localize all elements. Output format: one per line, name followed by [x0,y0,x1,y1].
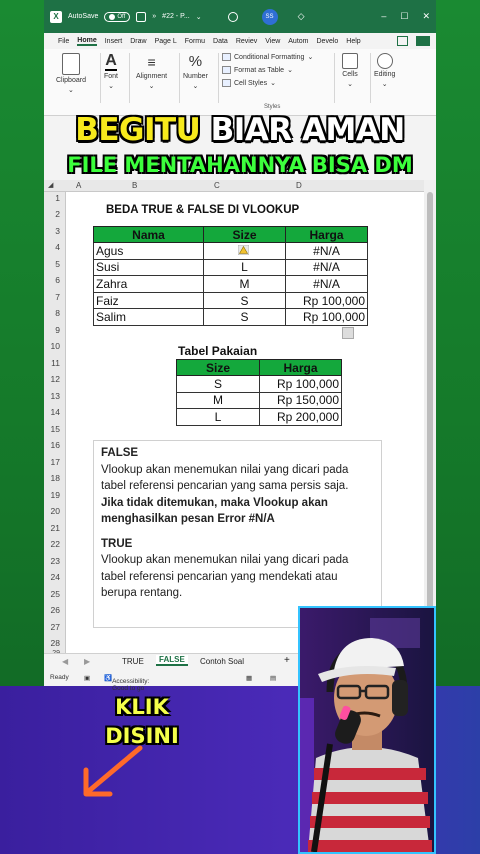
webcam-overlay [298,606,436,854]
row-header[interactable]: 2 [55,209,60,219]
font-group[interactable] [104,53,118,90]
add-sheet-icon[interactable]: + [284,655,290,666]
editing-label: Editing [374,71,396,78]
clipboard-label: Clipboard [56,77,86,84]
row-header[interactable]: 27 [50,622,60,632]
table-cell[interactable]: S [204,309,286,326]
table-row [94,276,368,293]
row-header[interactable]: 4 [55,242,60,252]
row-header[interactable]: 6 [55,275,60,285]
font-color-icon: A [105,52,117,69]
minimize-icon[interactable]: – [381,11,387,21]
table-header[interactable]: Size [177,360,260,376]
row-header[interactable]: 25 [50,589,60,599]
editing-group[interactable] [374,53,395,88]
tab-automate[interactable]: Autom [288,37,309,45]
ribbon-divider [179,53,180,103]
macro-record-icon[interactable]: ▣ [84,675,91,682]
alignment-icon: ≡ [147,54,156,70]
row-header[interactable]: 13 [50,391,60,401]
file-dropdown-icon[interactable]: ⌄ [195,13,202,21]
table-cell[interactable]: L [177,409,260,426]
search-icon[interactable] [228,12,238,22]
row-header[interactable]: 9 [55,325,60,335]
table-cell[interactable]: Faiz [94,292,204,309]
table-cell[interactable]: Rp 100,000 [260,376,342,393]
false-description: Vlookup akan menemukan nilai yang dicari pada tabel referensi pencarian yang sama persis saja. [101,463,349,492]
table-cell[interactable]: L [204,259,286,276]
editing-chevron-icon: ⌄ [381,81,388,88]
clipboard-group[interactable] [56,53,86,94]
accessibility-label: Accessibility: Good to go [112,678,150,692]
false-heading: FALSE [101,447,139,459]
table-header[interactable]: Harga [260,360,342,376]
share-icon[interactable] [416,36,430,46]
sheet-tab-true[interactable]: TRUE [122,657,144,666]
table-header[interactable]: Harga [286,227,368,243]
diamond-icon[interactable]: ◇ [297,11,305,21]
column-header[interactable]: B [132,181,138,190]
table-cell[interactable]: Salim [94,309,204,326]
row-header[interactable]: 23 [50,556,60,566]
format-as-table-button[interactable]: Format as Table ⌄ [222,66,313,74]
scrollbar-thumb[interactable] [427,192,433,612]
ribbon-divider [100,53,101,103]
table-row [94,309,368,326]
window-controls [381,11,430,22]
tab-help[interactable]: Help [346,37,361,45]
explanation-textbox[interactable] [93,440,382,628]
column-headers [44,180,436,192]
row-header[interactable]: 12 [50,374,60,384]
tab-view[interactable]: View [265,37,281,45]
table-cell[interactable]: Rp 150,000 [260,392,342,409]
row-header[interactable]: 19 [50,490,60,500]
overlay-headline-yellow: BEGITU [75,112,201,148]
cells-chevron-icon: ⌄ [347,81,353,88]
table-cell[interactable]: #N/A [286,276,368,293]
column-header[interactable]: C [214,181,220,190]
table-row [94,292,368,309]
conditional-formatting-button[interactable]: Conditional Formatting ⌄ [222,53,313,61]
table-cell[interactable]: Agus [94,243,204,260]
table-cell[interactable]: #N/A [286,243,368,260]
row-header[interactable]: 16 [50,440,60,450]
true-description: Vlookup akan menemukan nilai yang dicari pada tabel referensi pencarian yang mendekati atau berupa rentang. [101,554,349,599]
prev-sheet-icon[interactable]: ◀ [62,657,69,666]
table-row [177,392,342,409]
cell-styles-label: Cell Styles [234,79,268,87]
sheet-tab-false[interactable]: FALSE [156,655,188,666]
table-cell[interactable]: S [204,292,286,309]
alignment-chevron-icon: ⌄ [148,83,155,90]
overlay-headline-white: BIAR AMAN [210,112,405,148]
row-header[interactable]: 21 [50,523,60,533]
styles-group [222,53,313,87]
save-icon[interactable] [136,12,146,22]
table-row [94,259,368,276]
clipboard-chevron-icon: ⌄ [68,87,74,94]
normal-view-icon[interactable]: ▦ [246,675,253,682]
table-cell[interactable]: Rp 100,000 [286,309,368,326]
clipboard-icon [62,53,80,75]
row-header[interactable]: 28 [50,638,60,648]
presenter-image [300,608,434,852]
status-ready: Ready [50,674,69,681]
file-name[interactable]: #22 - P... [162,13,190,20]
row-header[interactable]: 8 [55,308,60,318]
table-row [94,243,368,260]
false-error-note: Jika tidak ditemukan, maka Vlookup akan menghasilkan pesan Error #N/A [101,496,328,525]
customize-chevron-icon[interactable]: » [152,13,157,20]
number-group[interactable] [183,53,208,90]
format-as-table-label: Format as Table [234,66,285,74]
row-header[interactable]: 10 [50,341,60,351]
conditional-formatting-label: Conditional Formatting [234,53,305,61]
paste-options-icon[interactable] [342,327,354,339]
row-header[interactable]: 5 [55,259,60,269]
tab-formulas[interactable]: Formu [184,37,206,45]
table-row [177,409,342,426]
styles-caption: Styles [264,104,281,110]
format-as-table-icon [222,66,231,74]
row-header[interactable]: 17 [50,457,60,467]
toggle-knob-icon [109,14,115,20]
title-bar [44,0,436,33]
autosave-label: AutoSave [68,13,99,20]
percent-icon: % [188,53,203,70]
page-layout-icon[interactable]: ▤ [270,675,277,682]
true-heading: TRUE [101,537,133,550]
avatar[interactable]: SS [262,9,278,25]
row-header[interactable]: 18 [50,473,60,483]
cells-label: Cells [342,71,358,78]
close-icon[interactable]: ✕ [422,11,430,21]
ribbon [44,49,436,116]
cells-icon [342,53,358,69]
comments-icon[interactable] [397,36,408,46]
number-label: Number [183,73,208,80]
ribbon-divider [218,53,219,103]
cta-line-1: KLIK [115,695,169,719]
ribbon-divider [334,53,335,103]
row-header[interactable]: 24 [50,572,60,582]
row-header[interactable]: 26 [50,605,60,615]
tab-developer[interactable]: Develo [316,37,339,45]
table2-caption[interactable]: Tabel Pakaian [178,344,258,358]
accessibility-status[interactable]: ♿ Accessibility: Good to go [104,675,150,692]
row-header[interactable]: 22 [50,539,60,549]
tab-file[interactable]: File [58,37,70,45]
row-header[interactable]: 3 [55,226,60,236]
table-cell[interactable]: M [204,276,286,293]
error-warning-icon[interactable] [238,245,249,255]
arrow-icon [76,744,146,804]
font-chevron-icon: ⌄ [108,83,114,90]
maximize-icon[interactable]: ☐ [400,11,409,21]
next-sheet-icon[interactable]: ▶ [84,657,91,666]
vertical-scrollbar[interactable] [424,180,436,653]
cell-styles-button[interactable]: Cell Styles ⌄ [222,79,313,87]
table-cell[interactable]: #N/A [286,259,368,276]
lookup-table [93,226,368,326]
cta-text [100,693,184,751]
row-header[interactable]: 20 [50,506,60,516]
table-cell[interactable]: M [177,392,260,409]
table-header[interactable]: Size [204,227,286,243]
cell-styles-icon [222,79,231,87]
overlay-subline: FILE MENTAHANNYA BISA DM [67,153,413,177]
tab-home[interactable]: Home [77,36,97,44]
sheet-tab-contoh-soal[interactable]: Contoh Soal [200,657,245,666]
tab-insert[interactable]: Insert [104,37,123,45]
table-cell[interactable]: Zahra [94,276,204,293]
select-all-icon[interactable]: ◢ [48,182,54,189]
cta-line-2: DISINI [105,724,179,748]
number-chevron-icon: ⌄ [192,83,199,90]
conditional-formatting-icon [222,53,231,61]
excel-logo-icon: X [50,11,62,23]
ribbon-divider [129,53,130,103]
font-label: Font [104,73,119,80]
column-header[interactable]: D [296,181,302,190]
ribbon-tabs [44,33,436,49]
row-headers [44,192,66,653]
alignment-group[interactable] [136,53,167,90]
table-header[interactable]: Nama [94,227,204,243]
overlay-headline [0,112,480,148]
tab-draw[interactable]: Draw [130,37,147,45]
sheet-title[interactable]: BEDA TRUE & FALSE DI VLOOKUP [106,204,300,216]
cells-group[interactable] [342,53,358,88]
table-cell[interactable]: Rp 100,000 [286,292,368,309]
tab-page-layout[interactable]: Page L [154,37,177,45]
autosave-toggle[interactable] [104,12,130,22]
table-cell[interactable]: S [177,376,260,393]
tab-review[interactable]: Reviev [235,37,258,45]
table-cell[interactable]: Rp 200,000 [260,409,342,426]
row-header[interactable]: 11 [51,358,60,368]
row-header[interactable]: 7 [55,292,60,302]
reference-table [176,359,342,426]
editing-icon [377,53,393,69]
row-header[interactable]: 1 [55,193,60,203]
table-row [177,376,342,393]
column-header[interactable]: A [76,181,82,190]
autosave-state: Off [117,13,126,20]
ribbon-divider [370,53,371,103]
alignment-label: Alignment [136,73,168,80]
table-cell[interactable]: Susi [94,259,204,276]
row-header[interactable]: 15 [50,424,60,434]
tab-data[interactable]: Data [213,37,228,45]
row-header[interactable]: 14 [50,407,60,417]
